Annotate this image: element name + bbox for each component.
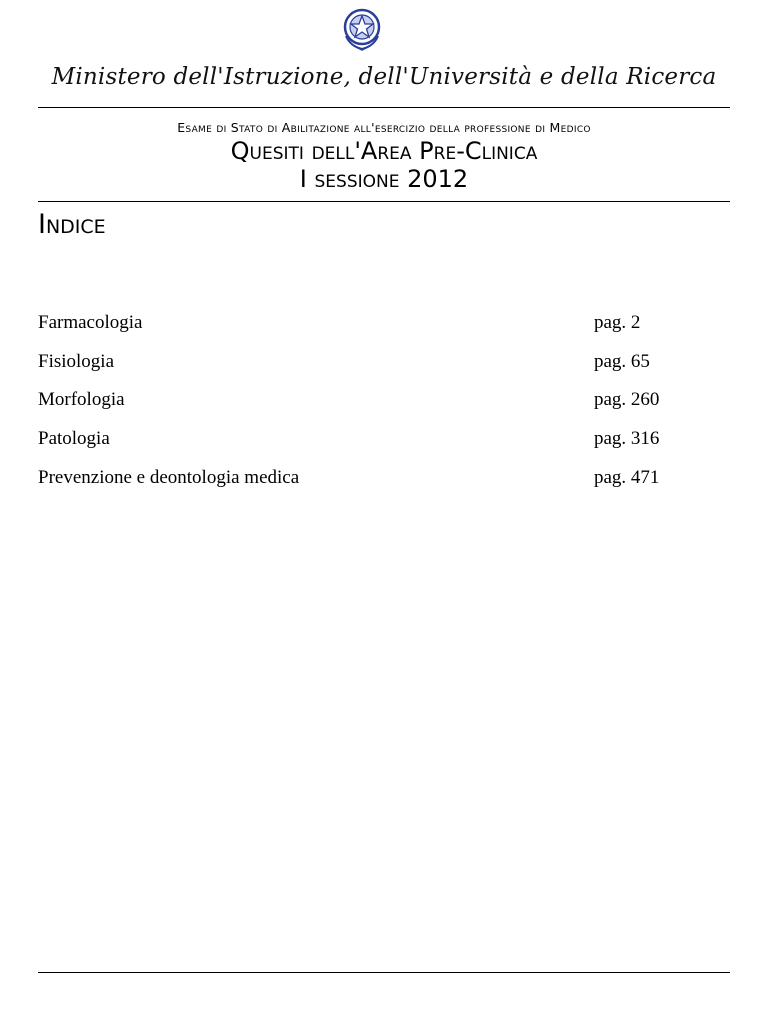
toc-entry (38, 465, 730, 504)
footer-divider (38, 972, 730, 973)
table-of-contents (38, 310, 730, 503)
header-divider (38, 107, 730, 108)
toc-subject: Prevenzione e deontologia medica (38, 466, 300, 488)
toc-page-number: pag. 2 (594, 312, 641, 333)
index-heading: Indice (38, 209, 106, 240)
toc-subject: Morfologia (38, 389, 125, 411)
toc-page-number: pag. 316 (594, 428, 660, 450)
toc-entry (38, 387, 730, 426)
exam-description: Esame di Stato di Abilitazione all'esercizio della professione di Medico (177, 120, 591, 135)
ministry-name: Ministero dell'Istruzione, dell'Università e della Ricerca (51, 64, 717, 90)
toc-subject: Patologia (38, 428, 110, 450)
italian-republic-emblem-icon (340, 6, 384, 52)
toc-page-number: pag. 65 (594, 350, 650, 372)
toc-page-number: pag. 471 (594, 466, 660, 488)
toc-entry (38, 349, 730, 388)
document-title: Quesiti dell'Area Pre-Clinica (230, 137, 538, 165)
session-label: I sessione 2012 (299, 165, 469, 193)
toc-entry (38, 426, 730, 465)
title-divider (38, 201, 730, 202)
toc-subject: Fisiologia (38, 350, 115, 372)
toc-page-number: pag. 260 (594, 389, 660, 411)
toc-subject: Farmacologia (38, 312, 143, 333)
toc-entry (38, 310, 730, 349)
